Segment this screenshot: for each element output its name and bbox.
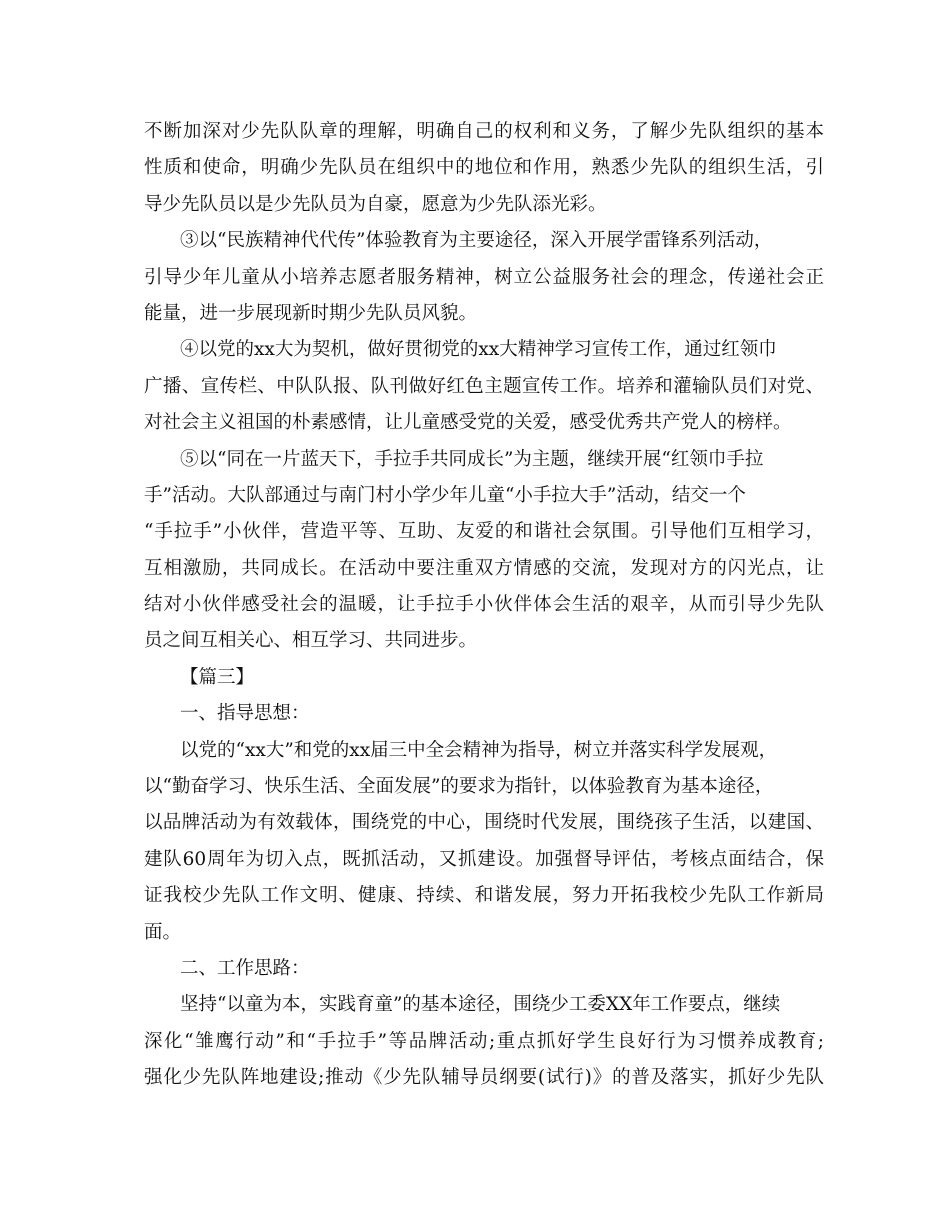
text-line: 深化“雏鹰行动”和“手拉手”等品牌活动;重点抓好学生良好行为习惯养成教育; [144,1030,824,1052]
text-line: 以品牌活动为有效载体，围绕党的中心，围绕时代发展，围绕孩子生活，以建国、 [144,812,824,834]
text-line: “手拉手”小伙伴，营造平等、互助、友爱的和谐社会氛围。引导他们互相学习， [144,521,824,543]
text-line: 性质和使命，明确少先队员在组织中的地位和作用，熟悉少先队的组织生活，引 [144,157,824,179]
text-line: 建队60周年为切入点，既抓活动，又抓建设。加强督导评估，考核点面结合，保 [144,848,824,870]
text-line: 坚持“以童为本，实践育童”的基本途径，围绕少工委XX年工作要点，继续 [180,994,781,1016]
text-line: 强化少先队阵地建设;推动《少先队辅导员纲要(试行)》的普及落实，抓好少先队 [144,1067,824,1089]
text-line: 导少先队员以是少先队员为自豪，愿意为少先队添光彩。 [144,193,607,215]
text-line: 广播、宣传栏、中队队报、队刊做好红色主题宣传工作。培养和灌输队员们对党、 [144,375,824,397]
text-line: 结对小伙伴感受社会的温暖，让手拉手小伙伴体会生活的艰辛，从而引导少先队 [144,594,824,616]
text-line: 员之间互相关心、相互学习、共同进步。 [144,630,478,652]
text-line: 引导少年儿童从小培养志愿者服务精神，树立公益服务社会的理念，传递社会正 [144,266,824,288]
text-line: 面。 [144,921,182,943]
document-body [144,114,824,1097]
text-line: 能量，进一步展现新时期少先队员风貌。 [144,302,478,324]
text-line: 不断加深对少先队队章的理解，明确自己的权利和义务，了解少先队组织的基本 [144,121,824,142]
text-line: ③以“民族精神代代传”体验教育为主要途径，深入开展学雷锋系列活动， [180,230,773,252]
subsection-heading: 一、指导思想： [180,703,310,725]
text-line: 互相激励，共同成长。在活动中要注重双方情感的交流，发现对方的闪光点，让 [144,557,824,579]
text-line: ④以党的xx大为契机，做好贯彻党的xx大精神学习宣传工作，通过红领巾 [180,339,777,361]
text-line: 以党的“xx大”和党的xx届三中全会精神为指导，树立并落实科学发展观， [180,739,778,761]
section-heading: 【篇三】 [180,666,255,688]
text-line: 证我校少先队工作文明、健康、持续、和谐发展，努力开拓我校少先队工作新局 [144,885,824,907]
subsection-heading: 二、工作思路： [180,957,310,979]
text-line: 对社会主义祖国的朴素感情，让儿童感受党的关爱，感受优秀共产党人的榜样。 [144,412,792,434]
text-line: 手”活动。大队部通过与南门村小学少年儿童“小手拉大手”活动，结交一个 [144,484,746,506]
text-line: ⑤以“同在一片蓝天下，手拉手共同成长”为主题，继续开展“红领巾手拉 [180,448,764,470]
text-line: 以“勤奋学习、快乐生活、全面发展”的要求为指针，以体验教育为基本途径， [144,776,774,798]
